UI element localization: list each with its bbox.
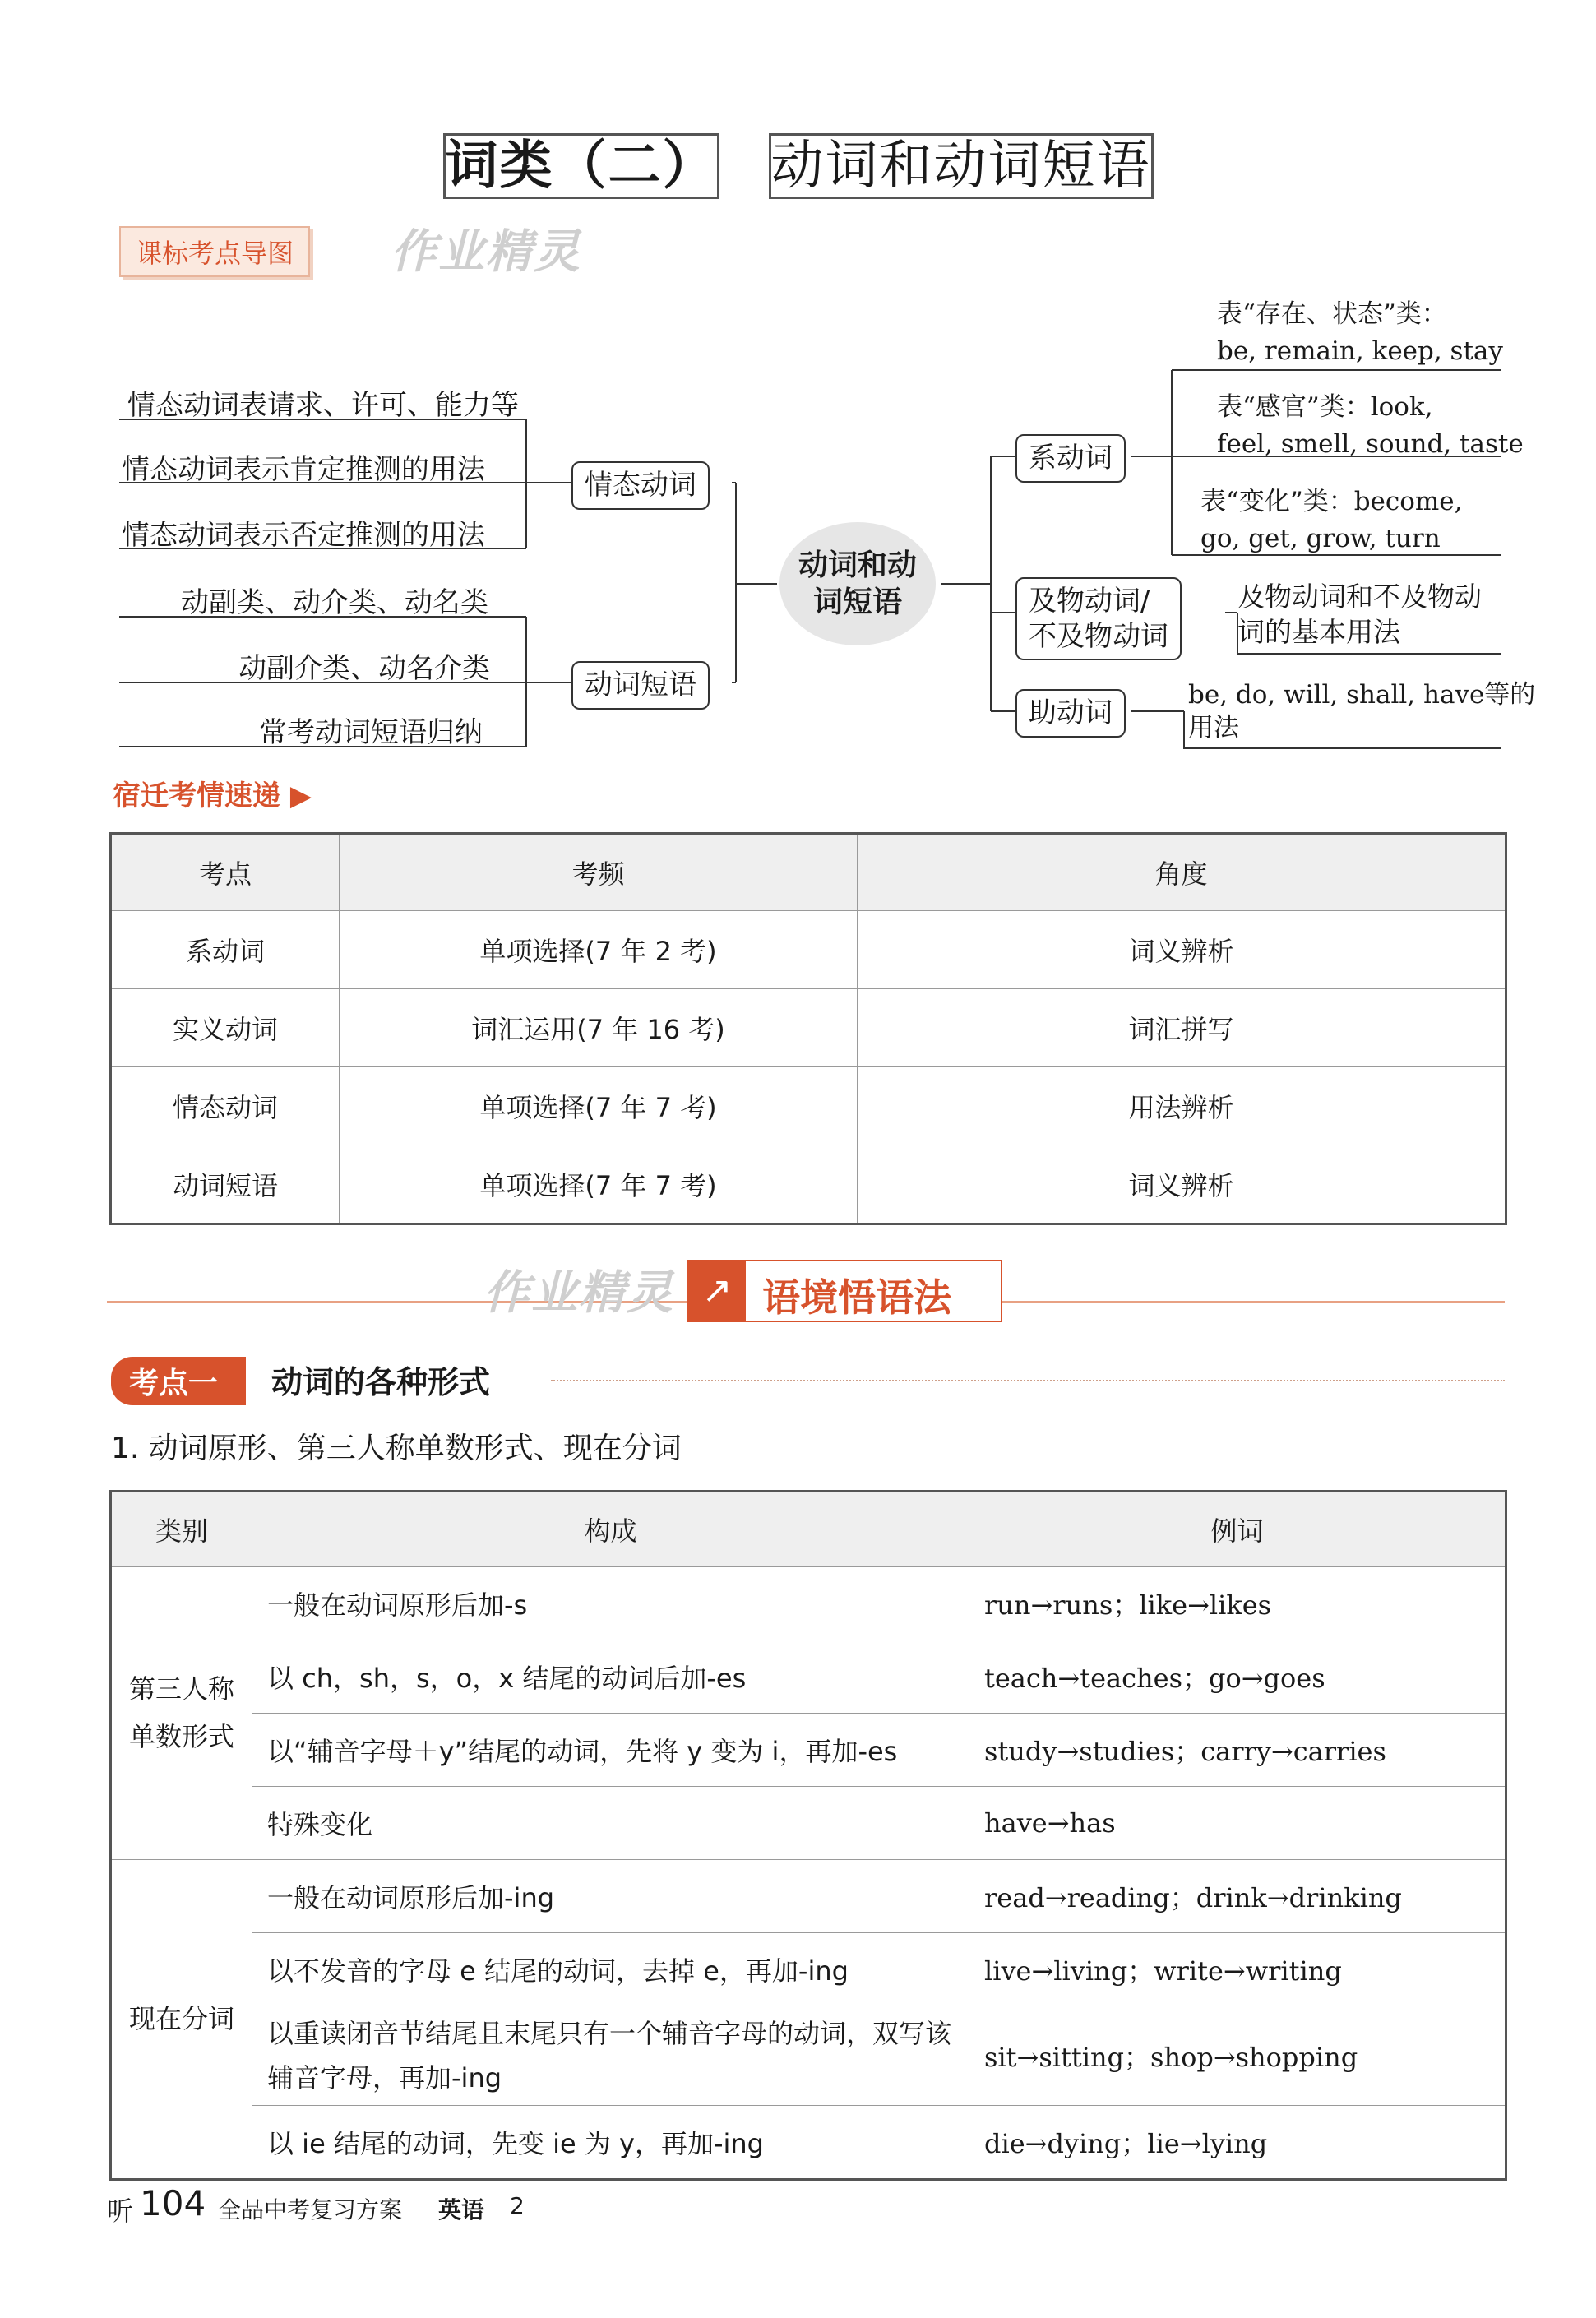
phrase-item-1: 动副类、动介类、动名类 <box>181 586 488 619</box>
phrase-item-2: 动副介类、动名介类 <box>238 652 490 685</box>
formation-cell: 以 ie 结尾的动词，先变 ie 为 y，再加-ing <box>252 2106 969 2180</box>
node-verb-phrase: 动词短语 <box>571 661 710 710</box>
trans-line-1: 及物动词/ <box>1029 585 1150 618</box>
trans-item-b: 词的基本用法 <box>1237 615 1400 648</box>
trans-item-a: 及物动词和不及物动 <box>1237 581 1482 613</box>
formation-cell: 以“辅音字母＋y”结尾的动词，先将 y 变为 i，再加-es <box>252 1714 969 1787</box>
formation-cell: 以不发音的字母 e 结尾的动词，去掉 e，再加-ing <box>252 1933 969 2006</box>
cell: 动词短语 <box>111 1145 340 1224</box>
forms-table-header <box>111 1492 1506 1567</box>
example-cell: study→studies；carry→carries <box>969 1714 1506 1787</box>
exam-header-point: 考点 <box>111 834 340 911</box>
arrow-icon: ↗ <box>688 1261 746 1321</box>
center-line-2: 词短语 <box>812 585 902 619</box>
category-cell: 第三人称单数形式 <box>111 1567 252 1860</box>
link-item-3 <box>1200 483 1463 558</box>
example-cell: teach→teaches；go→goes <box>969 1640 1506 1714</box>
table-row <box>111 1640 1506 1714</box>
forms-header-category: 类别 <box>111 1492 252 1567</box>
example-cell: live→living；write→writing <box>969 1933 1506 2006</box>
mind-map <box>107 292 1536 752</box>
footer-listen: 听 <box>107 2195 134 2227</box>
cell: 用法辨析 <box>858 1067 1506 1145</box>
center-line-1: 动词和动 <box>798 548 917 582</box>
title-rest: 动词和动词短语 <box>769 133 1154 199</box>
node-auxiliary-verb: 助动词 <box>1015 689 1126 738</box>
link-item-1-b: be, remain, keep, stay <box>1217 335 1503 366</box>
exam-table <box>109 832 1507 1225</box>
footer-volume: 2 <box>510 2192 525 2219</box>
table-row <box>111 1567 1506 1640</box>
link-item-2-a: 表“感官”类：look, <box>1217 392 1433 422</box>
example-cell: read→reading；drink→drinking <box>969 1860 1506 1933</box>
aux-item <box>1188 678 1535 745</box>
exam-section-label: 宿迁考情速递 ▶ <box>113 780 312 812</box>
cell: 词义辨析 <box>858 1145 1506 1224</box>
cell: 词汇运用(7 年 16 考) <box>340 989 858 1067</box>
cell: 实义动词 <box>111 989 340 1067</box>
cell: 词汇拼写 <box>858 989 1506 1067</box>
formation-cell: 以重读闭音节结尾且末尾只有一个辅音字母的动词，双写该辅音字母，再加-ing <box>252 2006 969 2106</box>
table-row <box>111 1787 1506 1860</box>
grammar-banner <box>687 1260 1002 1322</box>
link-item-2 <box>1217 389 1524 463</box>
cell: 单项选择(7 年 7 考) <box>340 1145 858 1224</box>
formation-cell: 以 ch，sh，s，o，x 结尾的动词后加-es <box>252 1640 969 1714</box>
modal-item-3: 情态动词表示否定推测的用法 <box>122 519 485 552</box>
trans-item <box>1237 580 1482 650</box>
footer-book: 全品中考复习方案 <box>218 2196 403 2223</box>
table-row <box>111 1933 1506 2006</box>
link-item-2-b: feel, smell, sound, taste <box>1217 428 1524 459</box>
example-cell: run→runs；like→likes <box>969 1567 1506 1640</box>
trans-line-2: 不及物动词 <box>1029 619 1168 653</box>
formation-cell: 一般在动词原形后加-ing <box>252 1860 969 1933</box>
table-row <box>111 1067 1506 1145</box>
link-item-3-a: 表“变化”类：become, <box>1200 487 1463 516</box>
link-item-3-b: go, get, grow, turn <box>1200 523 1441 553</box>
category-cell: 现在分词 <box>111 1860 252 2180</box>
title-bold: 词类（二） <box>443 133 719 199</box>
kaodian-title: 动词的各种形式 <box>271 1364 491 1400</box>
node-transitive-verb <box>1015 577 1182 660</box>
table-row <box>111 1860 1506 1933</box>
page-number: 104 <box>140 2183 206 2223</box>
node-linking-verb: 系动词 <box>1015 434 1126 483</box>
aux-item-a: be, do, will, shall, have等的 <box>1188 680 1536 710</box>
table-row <box>111 2006 1506 2106</box>
node-center <box>779 522 936 645</box>
cell: 情态动词 <box>111 1067 340 1145</box>
footer-subject: 英语 <box>438 2196 485 2223</box>
forms-header-formation: 构成 <box>252 1492 969 1567</box>
cell: 词义辨析 <box>858 911 1506 989</box>
aux-item-b: 用法 <box>1188 713 1239 743</box>
node-modal-verb: 情态动词 <box>571 461 710 510</box>
dotted-rule <box>551 1380 1505 1381</box>
kaodian-pill: 考点一 <box>111 1357 246 1405</box>
subtitle: 1. 动词原形、第三人称单数形式、现在分词 <box>111 1432 682 1465</box>
link-item-1-a: 表“存在、状态”类： <box>1217 299 1447 329</box>
watermark: 作业精灵 <box>391 225 581 279</box>
modal-item-1: 情态动词表请求、许可、能力等 <box>127 389 519 422</box>
table-row <box>111 2106 1506 2180</box>
table-row <box>111 1145 1506 1224</box>
cell: 系动词 <box>111 911 340 989</box>
forms-header-example: 例词 <box>969 1492 1506 1567</box>
formation-cell: 特殊变化 <box>252 1787 969 1860</box>
example-cell: have→has <box>969 1787 1506 1860</box>
course-map-tag: 课标考点导图 <box>119 226 310 277</box>
cell: 单项选择(7 年 2 考) <box>340 911 858 989</box>
modal-item-2: 情态动词表示肯定推测的用法 <box>122 453 485 486</box>
example-cell: sit→sitting；shop→shopping <box>969 2006 1506 2106</box>
link-item-1 <box>1217 296 1503 370</box>
page-title <box>0 123 1596 199</box>
verb-forms-table <box>109 1490 1507 2181</box>
cell: 单项选择(7 年 7 考) <box>340 1067 858 1145</box>
table-row <box>111 1714 1506 1787</box>
table-row <box>111 989 1506 1067</box>
watermark-2: 作业精灵 <box>483 1266 674 1320</box>
banner-label: 语境悟语法 <box>762 1275 951 1320</box>
exam-header-angle: 角度 <box>858 834 1506 911</box>
table-row <box>111 911 1506 989</box>
formation-cell: 一般在动词原形后加-s <box>252 1567 969 1640</box>
exam-header-frequency: 考频 <box>340 834 858 911</box>
example-cell: die→dying；lie→lying <box>969 2106 1506 2180</box>
exam-table-header <box>111 834 1506 911</box>
phrase-item-3: 常考动词短语归纳 <box>259 716 483 749</box>
